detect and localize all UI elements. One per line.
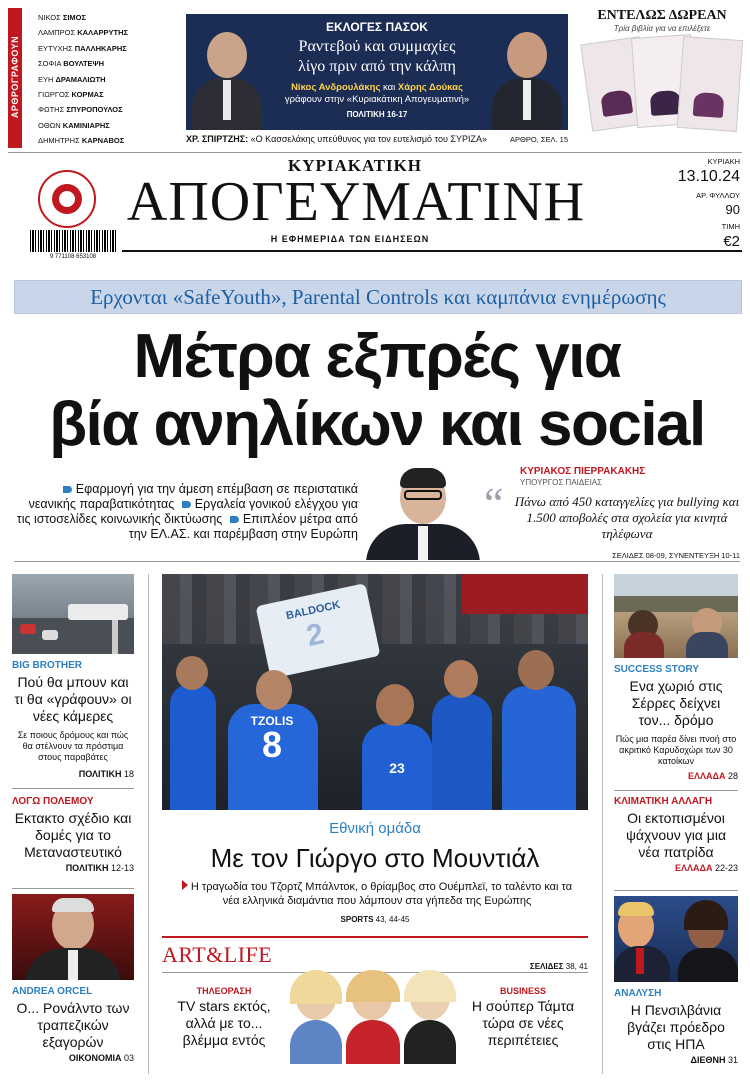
top-divider [8, 152, 742, 153]
columnist-last-name: ΚΑΜΙΝΙΑΡΗΣ [62, 120, 110, 130]
columnist-last-name: ΣΠΥΡΟΠΟΥΛΟΣ [66, 105, 123, 115]
bullet-item: Επιπλέον μέτρα από την ΕΛ.ΑΣ. και παρέμβαση στην Ευρώπη [128, 512, 358, 541]
books-title: ΕΝΤΕΛΩΣ ΔΩΡΕΑΝ [597, 8, 727, 23]
right-story-2[interactable]: ΚΛΙΜΑΤΙΚΗ ΑΛΛΑΓΗ Οι εκτοπισμένοι ψάχνουν για μια νέα πατρίδα ΕΛΛΑΔΑ 22-23 [614, 796, 738, 873]
person-role: ΥΠΟΥΡΓΟΣ ΠΑΙΔΕΙΑΣ [520, 478, 603, 487]
lead-headline-1[interactable]: Μέτρα εξπρές για [133, 322, 621, 391]
columnists-box [8, 8, 178, 148]
artlife-bar [162, 936, 588, 938]
right-divider-1 [614, 790, 738, 791]
story-kicker: ΑΝΑΛΥΣΗ [614, 988, 662, 999]
quote-author: ΧΡ. ΣΠΙΡΤΖΗΣ: [186, 134, 249, 144]
doukas-photo [492, 22, 562, 130]
lead-divider [14, 561, 740, 562]
col-rule-left [148, 574, 149, 1074]
masthead-title: ΑΠΟΓΕΥΜΑΤΙΝΗ [126, 171, 586, 233]
artlife-pages: ΣΕΛΙΔΕΣ 38, 41 [529, 962, 588, 971]
pasok-promo[interactable] [186, 14, 568, 130]
story-text: Πώς μια παρέα δίνει πνοή στο ακριτικό Καρυδοχώρι των 30 κατοίκων [615, 734, 737, 766]
center-kicker: Εθνική ομάδα [329, 820, 421, 837]
columnist-first-name: ΕΥΤΥΧΗΣ [38, 43, 73, 53]
masthead-divider [122, 250, 742, 252]
bullet-item: Εργαλεία γονικού ελέγχου για τις ιστοσελίδες κοινωνικής δικτύωσης [16, 497, 358, 526]
national-team-photo[interactable]: BALDOCK 2 TZOLIS 8 23 [162, 574, 588, 810]
bullet-icon [230, 516, 239, 523]
masthead-price: €2 [723, 233, 740, 250]
story-title: Εκτακτο σχέδιο και δομές για το Μεταναστευτικό [14, 810, 132, 860]
masthead-day: ΚΥΡΙΑΚΗ [707, 157, 740, 166]
bullet-icon [63, 486, 72, 493]
columnist-item[interactable] [38, 102, 178, 117]
artlife-section[interactable] [162, 936, 588, 1064]
left-story-2[interactable]: ΛΟΓΩ ΠΟΛΕΜΟΥ Εκτακτο σχέδιο και δομές για το Μεταναστευτικό ΠΟΛΙΤΙΚΗ 12-13 [12, 796, 134, 873]
columnist-first-name: ΦΩΤΗΣ [38, 105, 65, 115]
lead-headline-2[interactable]: βία ανηλίκων και social [49, 390, 705, 459]
bullet-icon [182, 501, 191, 508]
columnist-last-name: ΒΟΥΛΤΕΨΗ [63, 59, 105, 69]
quote-page: ΑΡΘΡΟ, ΣΕΛ. 15 [509, 135, 568, 144]
story-text: Σε ποιους δρόμους και πώς θα στέλνουν τα πρόστιμα στους παραβάτες [17, 730, 129, 762]
story-title: Ο... Ρονάλντο των τραπεζικών εξαγορών [16, 1000, 130, 1050]
masthead-date: 13.10.24 [677, 168, 740, 185]
columnist-item[interactable] [38, 41, 178, 56]
masthead-logo [38, 170, 96, 228]
columnist-item[interactable] [38, 72, 178, 87]
village-photo [614, 574, 738, 658]
left-story-3[interactable]: ANDREA ORCEL Ο... Ρονάλντο των τραπεζικών εξαγορών ΟΙΚΟΝΟΜΙΑ 03 [12, 986, 134, 1063]
pasok-headline-2: λίγο πριν από την κάλπη [298, 58, 456, 75]
center-page: SPORTS 43, 44-45 [340, 915, 410, 924]
lead-quote: Πάνω από 450 καταγγελίες για bullying και 1.500 αποβολές στα σχολεία για κινητά τηλέφωνα [514, 494, 740, 541]
columnist-first-name: ΕΥΗ [38, 74, 54, 84]
columnist-first-name: ΟΘΩΝ [38, 120, 61, 130]
story-title: TV stars εκτός, αλλά με το... βλέμμα εντός [177, 998, 271, 1048]
story-title: Ενα χωριό στις Σέρρες δείχνει τον... δρόμο [629, 678, 723, 728]
bullet-item: Εφαρμογή για την άμεση επέμβαση σε περιστατικά νεανικής παραβατικότητας [28, 482, 358, 511]
lead-banner-text: Ερχονται «SafeYouth», Parental Controls και καμπάνια ενημέρωσης [90, 285, 666, 309]
trump-harris-photo [614, 896, 738, 982]
story-kicker: ΤΗΛΕΟΡΑΣΗ [196, 986, 252, 996]
story-title: Πού θα μπουν και τι θα «γράφουν» οι νέες κάμερες [14, 674, 132, 724]
quote-text: «Ο Κασσελάκης υπεύθυνος για τον ευτελισμό του ΣΥΡΙΖΑ» [250, 134, 487, 144]
artlife-right-story[interactable] [458, 986, 588, 1049]
columnist-item[interactable] [38, 56, 178, 71]
top-quote[interactable] [186, 134, 568, 148]
masthead-issue-label: ΑΡ. ΦΥΛΛΟΥ [696, 191, 740, 200]
story-kicker: BIG BROTHER [12, 660, 82, 671]
columnist-first-name: ΝΙΚΟΣ [38, 13, 61, 22]
pasok-page: ΠΟΛΙΤΙΚΗ 16-17 [346, 110, 408, 119]
columnist-last-name: ΠΑΛΛΗΚΑΡΗΣ [74, 43, 127, 53]
col-rule-right [602, 574, 603, 1074]
book-cover-3 [677, 36, 743, 132]
story-kicker: ΛΟΓΩ ΠΟΛΕΜΟΥ [12, 796, 94, 807]
baldock-shirt: BALDOCK 2 [256, 583, 381, 679]
barcode [30, 230, 116, 252]
columnist-item[interactable] [38, 87, 178, 102]
columnist-first-name: ΓΙΩΡΓΟΣ [38, 90, 70, 100]
books-subtitle: Τρία βιβλία για να επιλέξετε [613, 24, 711, 33]
lead-bullets [14, 482, 358, 542]
pasok-kicker: ΕΚΛΟΓΕΣ ΠΑΣΟΚ [326, 20, 428, 34]
lead-pages: ΣΕΛΙΔΕΣ 08-09, ΣΥΝΕΝΤΕΥΞΗ 10-11 [612, 551, 740, 560]
columnist-item[interactable] [38, 10, 178, 25]
columnist-last-name: ΣΙΜΟΣ [62, 13, 87, 22]
artlife-title: ART&LIFE [162, 942, 273, 967]
left-story-1[interactable]: BIG BROTHER Πού θα μπουν και τι θα «γράφουν» οι νέες κάμερες Σε ποιους δρόμους και πώς θα στέλνουν τα πρόστιμα στους παραβάτες ΠΟΛΙΤΙΚΗ 18 [12, 660, 134, 779]
bullet-icon [182, 880, 188, 890]
story-kicker: BUSINESS [499, 986, 546, 996]
columnists-side-label: ΑΡΘΡΟΓΡΑΦΟΥΝ [8, 8, 22, 148]
center-text: Η τραγωδία του Τζορτζ Μπάλντοκ, ο θρίαμβος στο Ουέμπλεϊ, το ταλέντο και τα νέα ελληνικά διαμάντια που λάμπουν στα γήπεδα της Ευρώπης [172, 880, 582, 908]
orcel-photo [12, 894, 134, 980]
masthead-issue: 90 [725, 202, 740, 217]
masthead-price-label: ΤΙΜΗ [721, 222, 740, 231]
quote-mark-icon: “ [484, 479, 504, 528]
right-story-1[interactable]: SUCCESS STORY Ενα χωριό στις Σέρρες δείχνει τον... δρόμο Πώς μια παρέα δίνει πνοή στο ακριτικό Καρυδοχώρι των 30 κατοίκων ΕΛΛΑΔΑ 28 [614, 664, 738, 781]
androulakis-photo [192, 22, 262, 130]
pasok-byline: Νίκος Ανδρουλάκης και Χάρης Δούκας γράφουν στην «Κυριακάτικη Απογευματινή» [284, 82, 470, 105]
story-title: Η Πενσιλβάνια βγάζει πρόεδρο στις ΗΠΑ [627, 1002, 725, 1052]
books-promo[interactable] [582, 8, 742, 148]
masthead-info [640, 156, 740, 250]
right-story-3[interactable]: ΑΝΑΛΥΣΗ Η Πενσιλβάνια βγάζει πρόεδρο στις ΗΠΑ ΔΙΕΘΝΗ 31 [614, 988, 738, 1065]
columnist-last-name: ΔΡΑΜΑΛΙΩΤΗ [55, 74, 106, 84]
story-title: Οι εκτοπισμένοι ψάχνουν για μια νέα πατρίδα [625, 810, 727, 860]
story-title: Η σούπερ Τάμτα τώρα σε νέες περιπέτειες [471, 998, 575, 1048]
columnist-list [38, 10, 178, 149]
columnist-item[interactable] [38, 133, 178, 148]
columnist-first-name: ΣΟΦΙΑ [38, 59, 62, 69]
columnist-first-name: ΔΗΜΗΤΡΗΣ [38, 136, 80, 146]
columnist-last-name: ΚΑΛΑΡΡΥΤΗΣ [77, 28, 129, 38]
artlife-left-story[interactable] [162, 986, 286, 1049]
columnist-item[interactable] [38, 25, 178, 40]
masthead-pre-title: ΚΥΡΙΑΚΑΤΙΚΗ [287, 156, 423, 175]
left-divider-2 [12, 888, 134, 889]
story-kicker: ANDREA ORCEL [12, 986, 93, 997]
columnist-last-name: ΚΟΡΜΑΣ [71, 90, 104, 100]
masthead-tagline: Η ΕΦΗΜΕΡΙΔΑ ΤΩΝ ΕΙΔΗΣΕΩΝ [270, 234, 430, 244]
cameras-photo [12, 574, 134, 654]
lead-banner[interactable] [14, 280, 742, 314]
tamta-photo-1 [286, 970, 346, 1064]
columnist-item[interactable] [38, 118, 178, 133]
barcode-number: 9 771108 653108 [49, 254, 97, 260]
columnist-last-name: ΚΑΡΝΑΒΟΣ [81, 136, 125, 146]
columnist-first-name: ΛΑΜΠΡΟΣ [38, 28, 76, 38]
tamta-photo-3 [400, 970, 460, 1064]
person-name: ΚΥΡΙΑΚΟΣ ΠΙΕΡΡΑΚΑΚΗΣ [520, 466, 646, 477]
left-divider-1 [12, 788, 134, 789]
right-divider-2 [614, 890, 738, 891]
center-headline[interactable]: Με τον Γιώργο στο Μουντιάλ [210, 843, 540, 873]
story-kicker: SUCCESS STORY [614, 664, 700, 675]
pierrakakis-photo [356, 468, 488, 560]
tamta-photo-2 [342, 970, 404, 1064]
pasok-headline-1: Ραντεβού και συμμαχίες [298, 38, 456, 55]
story-kicker: ΚΛΙΜΑΤΙΚΗ ΑΛΛΑΓΗ [614, 796, 713, 807]
